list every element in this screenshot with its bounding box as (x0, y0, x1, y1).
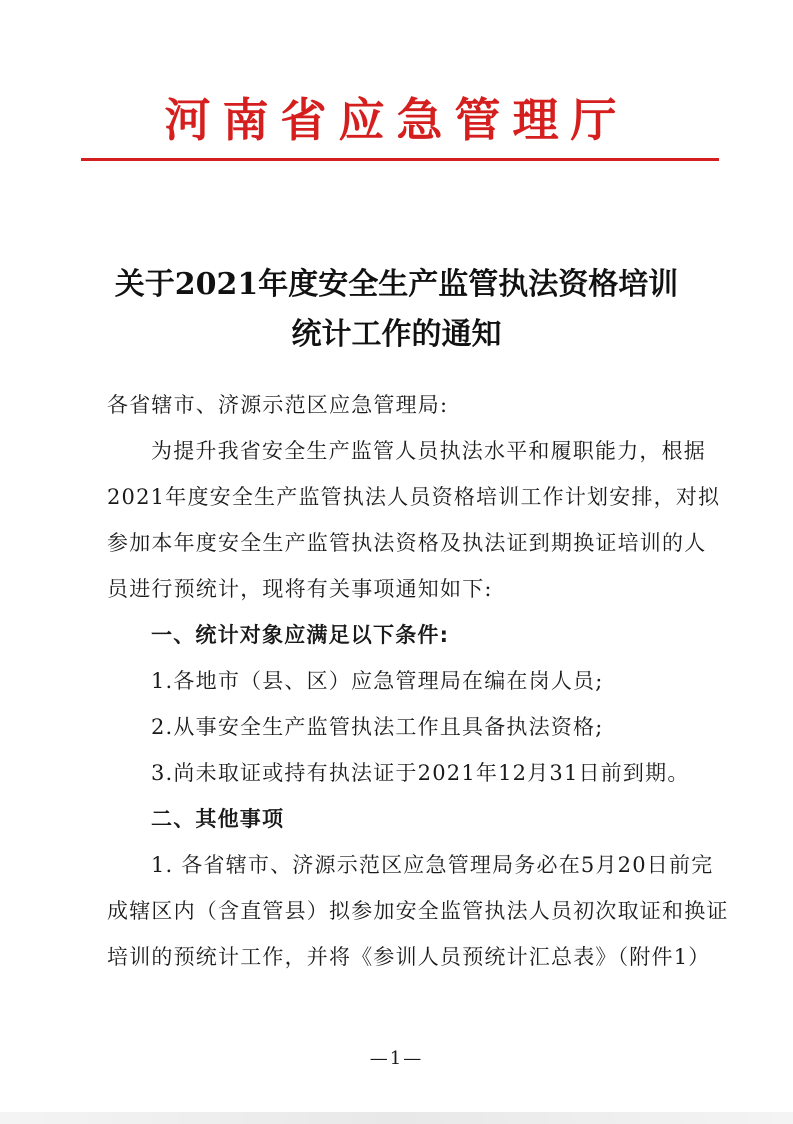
intro-line-4: 员进行预统计，现将有关事项通知如下: (107, 577, 493, 601)
title-line-1: 关于2021年度安全生产监管执法资格培训 (114, 267, 679, 302)
red-header-rule (81, 158, 719, 161)
section-2-line-1: 1. 各省辖市、济源示范区应急管理局务必在5月20日前完 (151, 853, 714, 877)
intro-line-1: 为提升我省安全生产监管人员执法水平和履职能力，根据 (151, 439, 706, 463)
salutation: 各省辖市、济源示范区应急管理局: (107, 393, 449, 417)
section-2-line-3: 培训的预统计工作，并将《参训人员预统计汇总表》（附件1） (107, 945, 711, 969)
org-header: 河南省应急管理厅 (164, 93, 629, 147)
section-2-line-2: 成辖区内（含直管县）拟参加安全监管执法人员初次取证和换证 (107, 899, 729, 923)
section-1-item-3: 3.尚未取证或持有执法证于2021年12月31日前到期。 (151, 761, 690, 785)
section-1-heading: 一、统计对象应满足以下条件: (151, 623, 450, 647)
scan-edge (0, 1112, 793, 1124)
document-body (107, 382, 729, 980)
intro-line-3: 参加本年度安全生产监管执法资格及执法证到期换证培训的人 (107, 531, 707, 555)
title-line-2: 统计工作的通知 (291, 317, 502, 352)
document-title (0, 260, 793, 360)
page-number: —1— (369, 1048, 424, 1069)
section-2-heading: 二、其他事项 (151, 807, 285, 831)
section-1-item-1: 1.各地市（县、区）应急管理局在编在岗人员; (151, 669, 604, 693)
section-1-item-2: 2.从事安全生产监管执法工作且具备执法资格; (151, 715, 604, 739)
intro-line-2: 2021年度安全生产监管执法人员资格培训工作计划安排，对拟 (107, 485, 721, 509)
